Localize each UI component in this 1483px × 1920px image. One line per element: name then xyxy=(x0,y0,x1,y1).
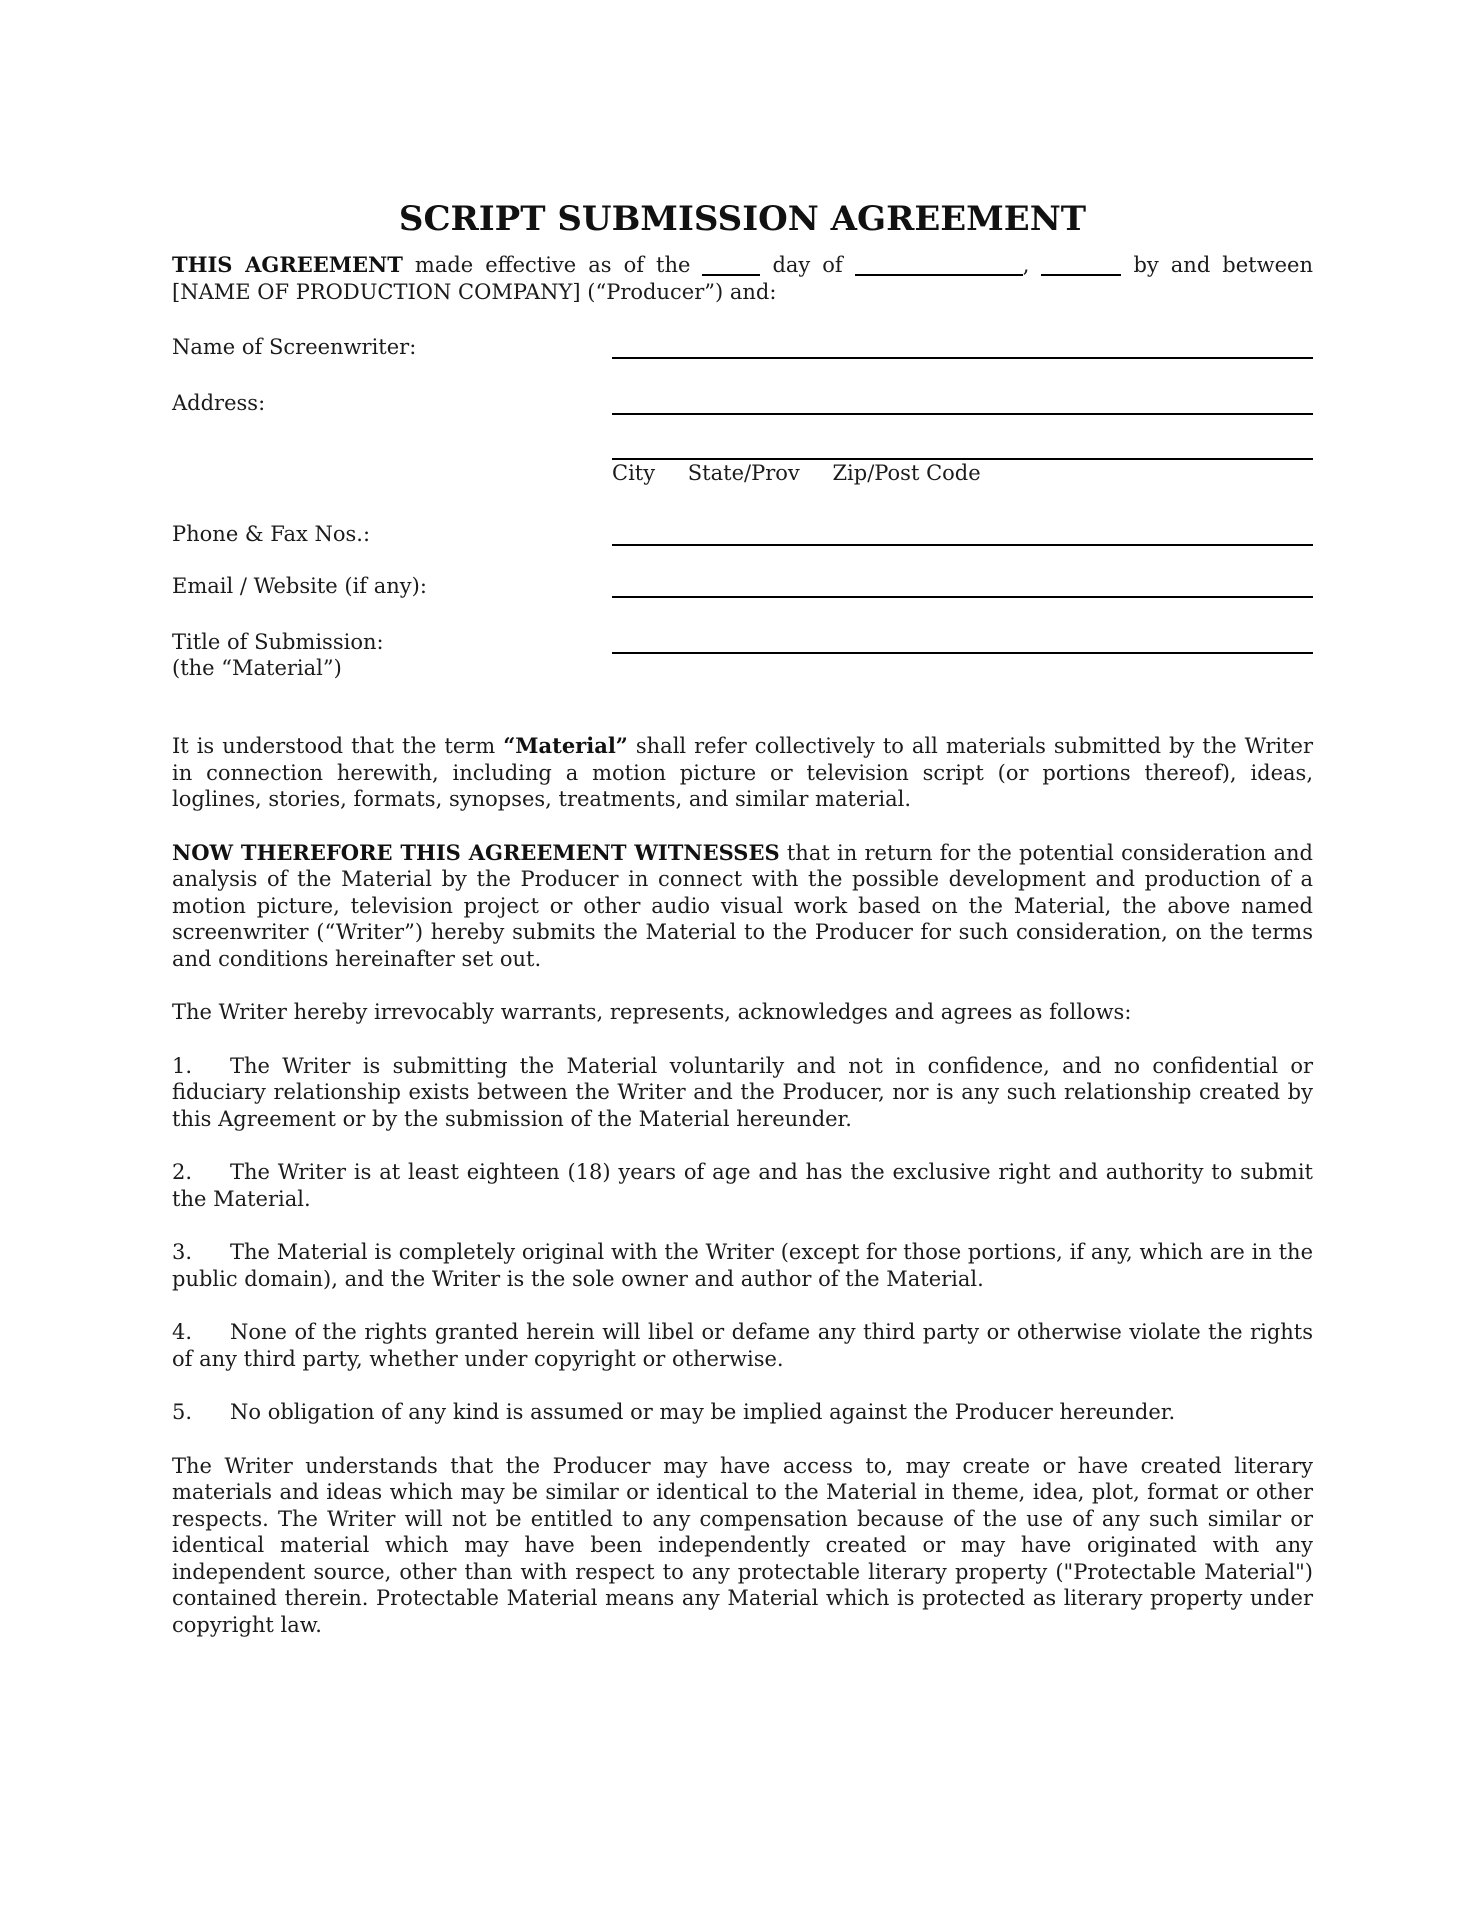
document-title: SCRIPT SUBMISSION AGREEMENT xyxy=(398,199,1087,239)
clause-3-number: 3. xyxy=(172,1240,193,1264)
email-website-label: Email / Website (if any): xyxy=(172,574,427,598)
clause-1-text: The Writer is submitting the Material voluntarily and not in confidence, and no confidential or fiduciary relationship exists between the Writer and the Producer, nor is any such relationship created by this Agreement or by the submission of the Material hereunder. xyxy=(172,1053,1313,1131)
access-paragraph: The Writer understands that the Producer may have access to, may create or have created literary materials and ideas which may be similar or identical to the Material in theme, idea, plot, format or other respects. The Writer will not be entitled to any compensation because of the use of any such similar or identical material which may have been independently created or may have originated with any independent source, other than with respect to any protectable literary property ("Protectable Material") contained therein. Protectable Material means any Material which is protected as literary property under copyright law. xyxy=(172,1453,1313,1637)
phone-fax-label: Phone & Fax Nos.: xyxy=(172,522,371,546)
clause-3-text: The Material is completely original with the Writer (except for those portions, if any, which are in the public domain), and the Writer is the sole owner and author of the Material. xyxy=(172,1240,1313,1291)
blank-month-field xyxy=(855,262,1023,276)
witnesses-bold: NOW THEREFORE THIS AGREEMENT WITNESSES xyxy=(172,839,780,865)
material-definition-paragraph xyxy=(172,733,1313,813)
clause-1 xyxy=(172,1053,1313,1133)
intro-lead-bold: THIS AGREEMENT xyxy=(172,252,403,277)
intro-seg3: , xyxy=(1022,253,1042,277)
form-row-address-2 xyxy=(172,435,1313,460)
material-def-pre: It is understood that the term xyxy=(172,734,504,758)
clause-1-number: 1. xyxy=(172,1053,193,1078)
clause-4-number: 4. xyxy=(172,1320,193,1344)
witnesses-paragraph xyxy=(172,840,1313,973)
clause-2 xyxy=(172,1159,1313,1212)
form-row-title-of-submission xyxy=(172,629,1313,682)
address-caption-row xyxy=(172,460,1313,486)
zip-post-code-caption: Zip/Post Code xyxy=(832,461,981,485)
clause-4-text: None of the rights granted herein will libel or defame any third party or otherwise violate the rights of any third party, whether under copyright or otherwise. xyxy=(172,1320,1313,1371)
title-of-submission-label: Title of Submission: xyxy=(172,630,384,654)
name-of-screenwriter-line xyxy=(612,334,1313,359)
witnesses-rest: that in return for the potential consideration and analysis of the Material by the Producer in connect with the possible development and production of a motion picture, television project or other audio visual work based on the Material, the above named screenwriter (“Writer”) hereby submits the Material to the Producer for such consideration, on the terms and conditions hereinafter set out. xyxy=(172,840,1313,971)
name-of-screenwriter-label: Name of Screenwriter: xyxy=(172,335,417,359)
form-row-phone xyxy=(172,521,1313,547)
intro-seg2: day of xyxy=(760,253,855,277)
clause-2-text: The Writer is at least eighteen (18) years of age and has the exclusive right and authority to submit the Material. xyxy=(172,1160,1313,1211)
title-of-submission-line xyxy=(612,629,1313,654)
material-def-bold: “Material” xyxy=(503,733,628,758)
intro-seg1: made effective as of the xyxy=(402,253,703,277)
material-def-post: shall refer collectively to all materials submitted by the Writer in connection herewith, including a motion picture or television script (or portions thereof), ideas, loglines, stories, formats, synopses, treatments, and similar material. xyxy=(172,734,1313,811)
clause-5 xyxy=(172,1399,1313,1426)
clause-2-number: 2. xyxy=(172,1160,193,1184)
blank-year-field xyxy=(1041,262,1121,276)
form-row-email xyxy=(172,573,1313,599)
address-line-2 xyxy=(612,435,1313,460)
warrants-intro-paragraph: The Writer hereby irrevocably warrants, represents, acknowledges and agrees as follows: xyxy=(172,1000,1132,1024)
clause-4 xyxy=(172,1319,1313,1372)
intro-seg4: by and between xyxy=(1121,253,1313,277)
the-material-sub-label: (the “Material”) xyxy=(172,656,342,680)
address-label: Address: xyxy=(172,391,266,415)
state-prov-caption: State/Prov xyxy=(687,461,800,485)
intro-line-1 xyxy=(172,252,1313,279)
intro-line-2: [NAME OF PRODUCTION COMPANY] (“Producer”) and: xyxy=(172,279,777,304)
address-line-1 xyxy=(612,390,1313,415)
title-of-submission-label-block xyxy=(172,629,612,682)
blank-day-field xyxy=(702,262,760,276)
clause-3 xyxy=(172,1239,1313,1292)
form-row-name xyxy=(172,334,1313,360)
city-caption: City xyxy=(612,461,656,485)
phone-fax-line xyxy=(612,521,1313,546)
submission-info-form xyxy=(172,334,1313,682)
email-website-line xyxy=(612,573,1313,598)
clause-5-text: No obligation of any kind is assumed or may be implied against the Producer hereunder. xyxy=(230,1400,1176,1424)
clause-5-number: 5. xyxy=(172,1400,193,1424)
form-row-address xyxy=(172,390,1313,416)
intro-paragraph xyxy=(172,252,1313,305)
